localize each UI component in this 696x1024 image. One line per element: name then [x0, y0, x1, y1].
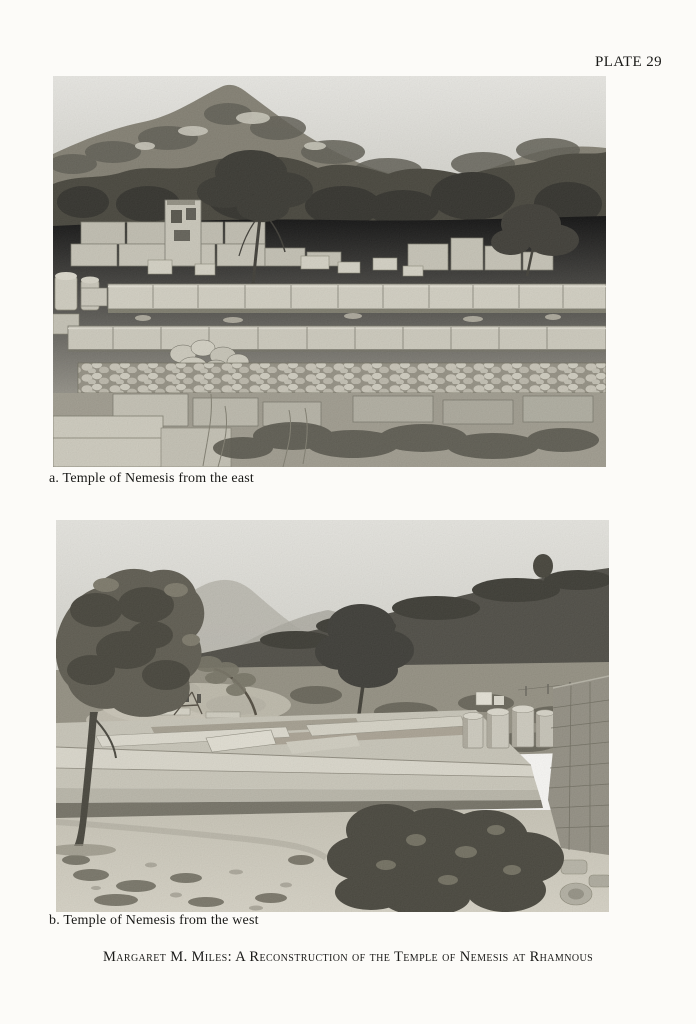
figure-b-photo: [56, 520, 609, 912]
photo-temple-from-east: [53, 76, 606, 467]
film-grain: [53, 76, 606, 467]
figure-a-photo: [53, 76, 606, 467]
figure-b-caption: b. Temple of Nemesis from the west: [49, 913, 259, 928]
figure-a-caption: a. Temple of Nemesis from the east: [49, 471, 255, 486]
photo-temple-from-west: [56, 520, 609, 912]
attribution-line: Margaret M. Miles: A Reconstruction of the Temple of Nemesis at Rhamnous: [102, 949, 594, 965]
film-grain: [56, 520, 609, 912]
plate-number: PLATE 29: [595, 54, 662, 70]
